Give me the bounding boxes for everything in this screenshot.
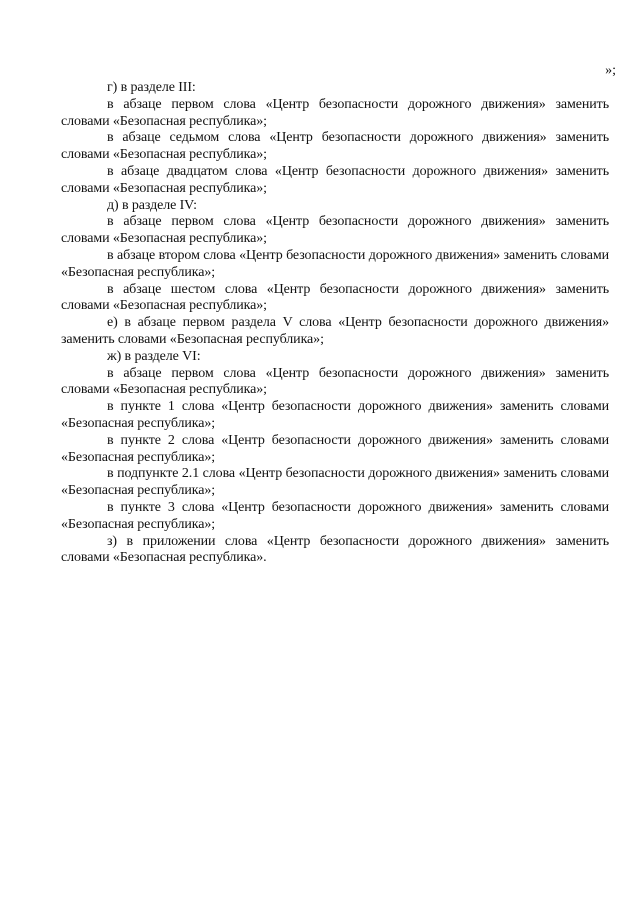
paragraph-section-iii-heading: г) в разделе III: bbox=[107, 80, 196, 95]
paragraph-section-iv-heading: д) в разделе IV: bbox=[107, 197, 197, 213]
paragraph: в абзаце первом слова «Центр безопасности дорожного движения» заменить словами «Безопасная республика»; bbox=[61, 214, 609, 247]
paragraph: в пункте 2 слова «Центр безопасности дорожного движения» заменить словами «Безопасная республика»; bbox=[61, 432, 609, 465]
paragraph-section-vi-heading: ж) в разделе VI: bbox=[107, 348, 201, 364]
paragraph: в пункте 3 слова «Центр безопасности дорожного движения» заменить словами «Безопасная республика»; bbox=[61, 499, 609, 532]
paragraph: в абзаце седьмом слова «Центр безопасности дорожного движения» заменить словами «Безопасная республика»; bbox=[61, 130, 609, 163]
paragraph: в подпункте 2.1 слова «Центр безопасности дорожного движения» заменить словами «Безопасная республика»; bbox=[61, 466, 609, 499]
quote-end-text: »; bbox=[605, 63, 616, 78]
paragraph-section-v: е) в абзаце первом раздела V слова «Центр безопасности дорожного движения» заменить словами «Безопасная республика»; bbox=[61, 315, 609, 347]
paragraph: в абзаце двадцатом слова «Центр безопасности дорожного движения» заменить словами «Безопасная республика»; bbox=[61, 163, 609, 196]
document-body bbox=[61, 80, 609, 567]
paragraph: в абзаце шестом слова «Центр безопасности дорожного движения» заменить словами «Безопасная республика»; bbox=[61, 281, 609, 314]
paragraph: в абзаце втором слова «Центр безопасности дорожного движения» заменить словами «Безопасная республика»; bbox=[61, 247, 609, 280]
paragraph: в абзаце первом слова «Центр безопасности дорожного движения» заменить словами «Безопасная республика»; bbox=[61, 365, 609, 398]
paragraph: в пункте 1 слова «Центр безопасности дорожного движения» заменить словами «Безопасная республика»; bbox=[61, 399, 609, 431]
paragraph-appendix: з) в приложении слова «Центр безопасности дорожного движения» заменить словами «Безопасная республика». bbox=[61, 533, 609, 566]
paragraph: в абзаце первом слова «Центр безопасности дорожного движения» заменить словами «Безопасная республика»; bbox=[61, 96, 609, 129]
